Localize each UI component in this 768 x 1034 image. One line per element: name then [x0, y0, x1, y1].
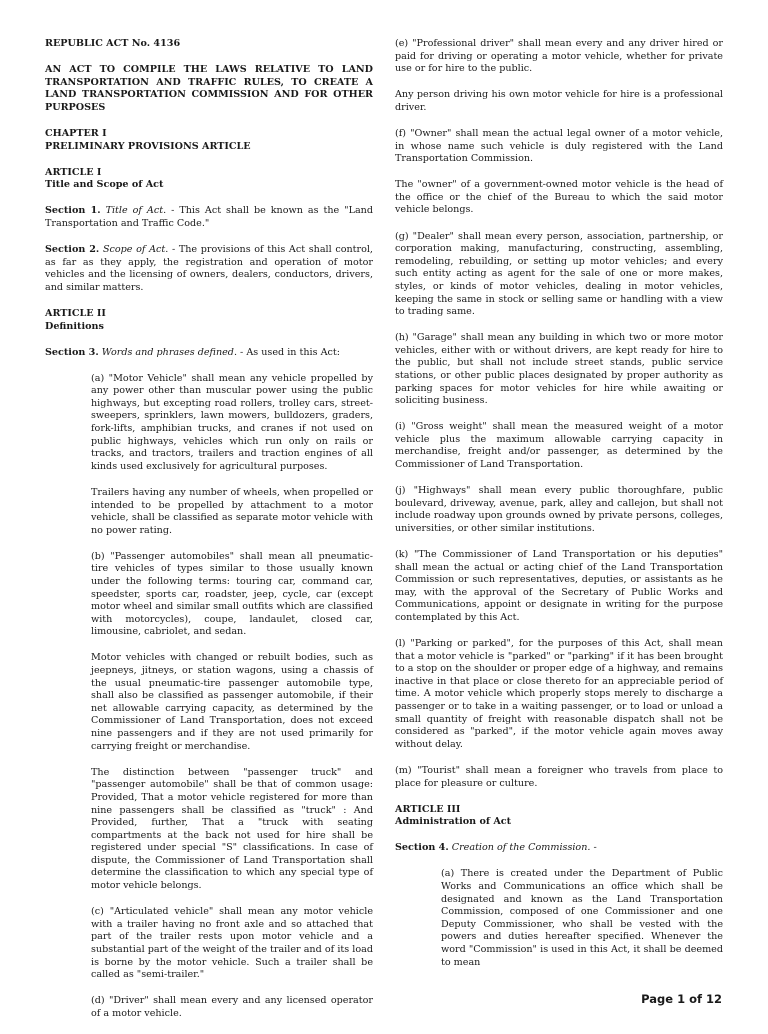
section-1-title: Title of Act.	[105, 205, 167, 217]
article-1-label: ARTICLE I	[45, 166, 102, 178]
right-column	[395, 38, 723, 983]
section-2-label: Section 2.	[45, 244, 100, 256]
section-2-title: Scope of Act.	[102, 244, 169, 256]
section-1	[45, 205, 373, 230]
act-title: AN ACT TO COMPILE THE LAWS RELATIVE TO LAND TRANSPORTATION AND TRAFFIC RULES, TO CREATE A LAND TRANSPORTATION COMMISSION AND FOR OTHER PURPOSES	[45, 64, 373, 113]
left-column	[45, 38, 373, 1034]
section-2-text: - The provisions of this Act shall control, as far as they apply, the registration and operation of motor vehicles and the licensing of owners, dealers, conductors, drivers, and similar matters.	[45, 244, 373, 293]
section-3-label: Section 3.	[45, 346, 99, 358]
article-2-title: Definitions	[45, 320, 104, 332]
section-4-title: Creation of the Commission.	[451, 842, 591, 854]
definition-d: (d) "Driver" shall mean every and any licensed operator of a motor vehicle.	[91, 995, 373, 1019]
definition-a-trailers: Trailers having any number of wheels, when propelled or intended to be propelled by attachment to a motor vehicle, shall be classified as separate motor vehicle with no power rating.	[91, 486, 373, 536]
definition-g: (g) "Dealer" shall mean every person, association, partnership, or corporation making, manufacturing, constructing, assembling, remodeling, rebuilding, or setting up motor vehicles; and every such entity acting as agent for the sale of one or more makes, styles, or kinds of motor vehicles, dealing in motor vehicles, keeping the same in stock or selling same or handling with a view to trading same.	[395, 230, 723, 318]
definition-k: (k) "The Commissioner of Land Transportation or his deputies" shall mean the actual or acting chief of the Land Transportation Commission or such representatives, deputies, or assistants as he may, with the approval of the Secretary of Public Works and Communications, appoint or designate in writing for the purpose contemplated by this Act.	[395, 549, 723, 623]
article-3-label: ARTICLE III	[395, 803, 461, 815]
section-3-text: - As used in this Act:	[237, 346, 340, 358]
definition-e: (e) "Professional driver" shall mean every and any driver hired or paid for driving or operating a motor vehicle, whether for private use or for hire to the public.	[395, 38, 723, 75]
article-2-heading	[45, 308, 373, 333]
definition-f: (f) "Owner" shall mean the actual legal owner of a motor vehicle, in whose name such vehicle is duly registered with the Land Transportation Commission.	[395, 127, 723, 165]
section-2	[45, 244, 373, 294]
section-1-text: - This Act shall be known as the "Land Transportation and Traffic Code."	[45, 205, 374, 229]
chapter-label: CHAPTER I	[45, 127, 107, 139]
definition-b-distinction: The distinction between "passenger truck" and "passenger automobile" shall be that of common usage: Provided, That a motor vehicle registered for more than nine passengers shall be classified as "truck" : And Provided, further, That a "truck with seating compartments at the back not used for hire shall be registered under special "S" classifications. In case of dispute, the Commissioner of Land Transportation shall determine the classification to which any special type of motor vehicle belongs.	[91, 766, 373, 892]
section-4	[395, 842, 723, 855]
page-number: Page 1 of 12	[641, 992, 722, 1006]
definition-h: (h) "Garage" shall mean any building in which two or more motor vehicles, either with or without drivers, are kept ready for hire to the public, but shall not include street stands, public service stations, or other public places designated by proper authority as parking spaces for motor vehicles for hire while awaiting or soliciting business.	[395, 332, 723, 407]
definition-c: (c) "Articulated vehicle" shall mean any motor vehicle with a trailer having no front axle and so attached that part of the trailer rests upon motor vehicle and a substantial part of the weight of the trailer and of its load is borne by the motor vehicle. Such a trailer shall be called as "semi-trailer."	[91, 906, 373, 981]
definition-i: (i) "Gross weight" shall mean the measured weight of a motor vehicle plus the maximum allowable carrying capacity in merchandise, freight and/or passenger, as determined by the Commissioner of Land Transportation.	[395, 421, 723, 471]
chapter-title: PRELIMINARY PROVISIONS ARTICLE	[45, 140, 251, 152]
definition-a: (a) "Motor Vehicle" shall mean any vehicle propelled by any power other than muscular power using the public highways, but excepting road rollers, trolley cars, street-sweepers, sprinklers, lawn mowers, bulldozers, graders, fork-lifts, amphibian trucks, and cranes if not used on public highways, vehicles which run only on rails or tracks, and tractors, trailers and traction engines of all kinds used exclusively for agricultural purposes.	[91, 372, 373, 472]
article-3-title: Administration of Act	[395, 816, 512, 828]
definition-f-government: The "owner" of a government-owned motor vehicle is the head of the office or the chief of the Bureau to which the said motor vehicle belongs.	[395, 179, 723, 216]
section-4-a: (a) There is created under the Department of Public Works and Communications an office which shall be designated and known as the Land Transportation Commission, composed of one Commissioner and one Deputy Commissioner, who shall be vested with the powers and duties hereafter specified. Whenever the word "Commission" is used in this Act, it shall be deemed to mean	[441, 868, 723, 968]
definition-j: (j) "Highways" shall mean every public thoroughfare, public boulevard, driveway, avenue, park, alley and callejon, but shall not include roadway upon grounds owned by private persons, colleges, universities, or other similar institutions.	[395, 485, 723, 534]
section-4-label: Section 4.	[395, 842, 449, 854]
article-3-heading	[395, 804, 723, 829]
act-number: REPUBLIC ACT No. 4136	[45, 38, 181, 49]
article-1-title: Title and Scope of Act	[45, 179, 164, 191]
definition-b: (b) "Passenger automobiles" shall mean all pneumatic-tire vehicles of types similar to those usually known under the following terms: touring car, command car, speedster, sports car, roadster, jeep, cycle, car (except motor wheel and similar small outfits which are classified with motorcycles), coupe, landaulet, closed car, limousine, cabriolet, and sedan.	[91, 550, 373, 638]
section-3	[45, 347, 373, 360]
section-3-title: Words and phrases defined.	[101, 346, 237, 358]
article-1-heading	[45, 167, 373, 192]
chapter-heading	[45, 128, 373, 153]
article-2-label: ARTICLE II	[45, 307, 106, 319]
definition-e-own: Any person driving his own motor vehicle for hire is a professional driver.	[395, 89, 723, 113]
section-1-label: Section 1.	[45, 205, 101, 217]
definition-b-rebuilt: Motor vehicles with changed or rebuilt bodies, such as jeepneys, jitneys, or station wagons, using a chassis of the usual pneumatic-tire passenger automobile type, shall also be classified as passenger automobile, if their net allowable carrying capacity, as determined by the Commissioner of Land Transportation, does not exceed nine passengers and if they are not used primarily for carrying freight or merchandise.	[91, 652, 373, 752]
definition-l: (l) "Parking or parked", for the purposes of this Act, shall mean that a motor vehicle is "parked" or "parking" if it has been brought to a stop on the shoulder or proper edge of a highway, and remains inactive in that place or close thereto for an appreciable period of time. A motor vehicle which properly stops merely to discharge a passenger or to take in a waiting passenger, or to load or unload a small quantity of freight with reasonable dispatch shall not be considered as "parked", if the motor vehicle again moves away without delay.	[395, 638, 723, 750]
definition-m: (m) "Tourist" shall mean a foreigner who travels from place to place for pleasure or culture.	[395, 764, 723, 789]
section-4-text: -	[590, 842, 597, 854]
